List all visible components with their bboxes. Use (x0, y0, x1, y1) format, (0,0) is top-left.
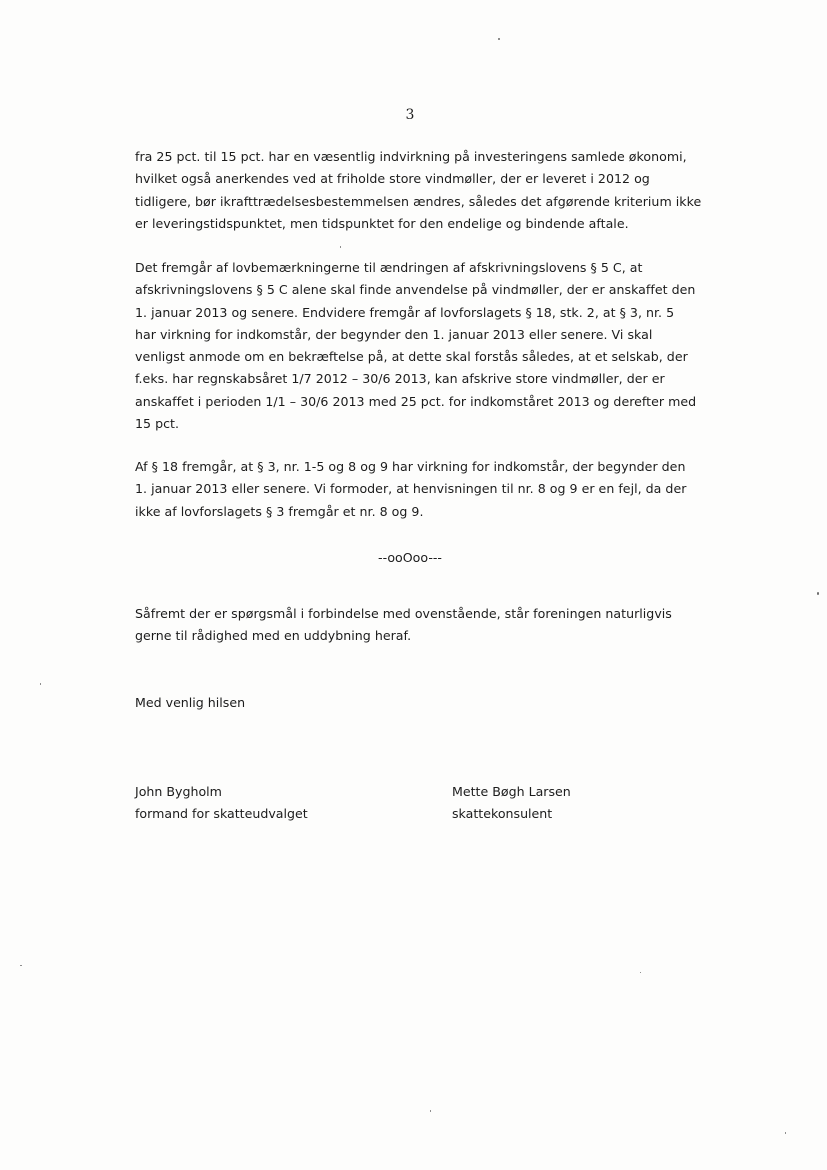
paragraph-line: har virkning for indkomstår, der begynder den 1. januar 2013 eller senere. Vi skal (135, 326, 653, 342)
paragraph-line: tidligere, bør ikrafttrædelsesbestemmelsen ændres, således det afgørende kriterium ikke (135, 193, 702, 209)
paragraph-line: fra 25 pct. til 15 pct. har en væsentlig indvirkning på investeringens samlede økonomi, (135, 149, 687, 164)
paragraph-line: venligst anmode om en bekræftelse på, at dette skal forstås således, at et selskab, der (135, 349, 688, 365)
scan-speck (785, 1132, 786, 1134)
scan-speck (430, 1110, 431, 1112)
scan-speck (20, 965, 22, 966)
scan-speck (817, 592, 819, 595)
signatory-name: John Bygholm (135, 784, 222, 799)
paragraph-line: er leveringstidspunktet, men tidspunktet for den endelige og bindende aftale. (135, 215, 629, 231)
paragraph-investment-impact (135, 146, 702, 235)
paragraph-line: f.eks. har regnskabsåret 1/7 2012 – 30/6 2013, kan afskrive store vindmøller, der er (135, 371, 665, 387)
paragraph-line: gerne til rådighed med en uddybning heraf. (135, 628, 412, 644)
paragraph-line: Det fremgår af lovbemærkningerne til ændringen af afskrivningslovens § 5 C, at (135, 260, 643, 275)
signature-block-left (135, 781, 308, 825)
paragraph-section-18 (135, 456, 695, 523)
scan-speck (640, 972, 641, 973)
scan-speck (498, 38, 500, 40)
signature-block-right (452, 781, 571, 825)
scan-speck (340, 246, 341, 248)
closing-greeting: Med venlig hilsen (135, 695, 246, 710)
paragraph-line: hvilket også anerkendes ved at friholde store vindmøller, der er leveret i 2012 og (135, 171, 650, 187)
signatory-title: formand for skatteudvalget (135, 806, 308, 821)
paragraph-line: Af § 18 fremgår, at § 3, nr. 1-5 og 8 og 9 har virkning for indkomstår, der begynder den (135, 459, 686, 474)
paragraph-line: 1. januar 2013 og senere. Endvidere fremgår af lovforslagets § 18, stk. 2, at § 3, nr. 5 (135, 304, 675, 320)
paragraph-contact-offer (135, 603, 695, 648)
signatory-title: skattekonsulent (452, 806, 553, 821)
page-number: 3 (405, 107, 415, 123)
paragraph-depreciation-law (135, 257, 695, 435)
paragraph-line: Såfremt der er spørgsmål i forbindelse med ovenstående, står foreningen naturligvis (135, 606, 672, 621)
paragraph-line: anskaffet i perioden 1/1 – 30/6 2013 med 25 pct. for indkomståret 2013 og derefter med (135, 393, 697, 409)
section-separator: --ooOoo--- (378, 550, 442, 565)
paragraph-line: 1. januar 2013 eller senere. Vi formoder, at henvisningen til nr. 8 og 9 er en fejl, da der (135, 481, 687, 497)
paragraph-line: 15 pct. (135, 416, 180, 432)
signatory-name: Mette Bøgh Larsen (452, 784, 571, 799)
scan-speck (40, 683, 41, 685)
paragraph-line: afskrivningslovens § 5 C alene skal finde anvendelse på vindmøller, der er anskaffet den (135, 282, 696, 298)
paragraph-line: ikke af lovforslagets § 3 fremgår et nr. 8 og 9. (135, 503, 424, 519)
